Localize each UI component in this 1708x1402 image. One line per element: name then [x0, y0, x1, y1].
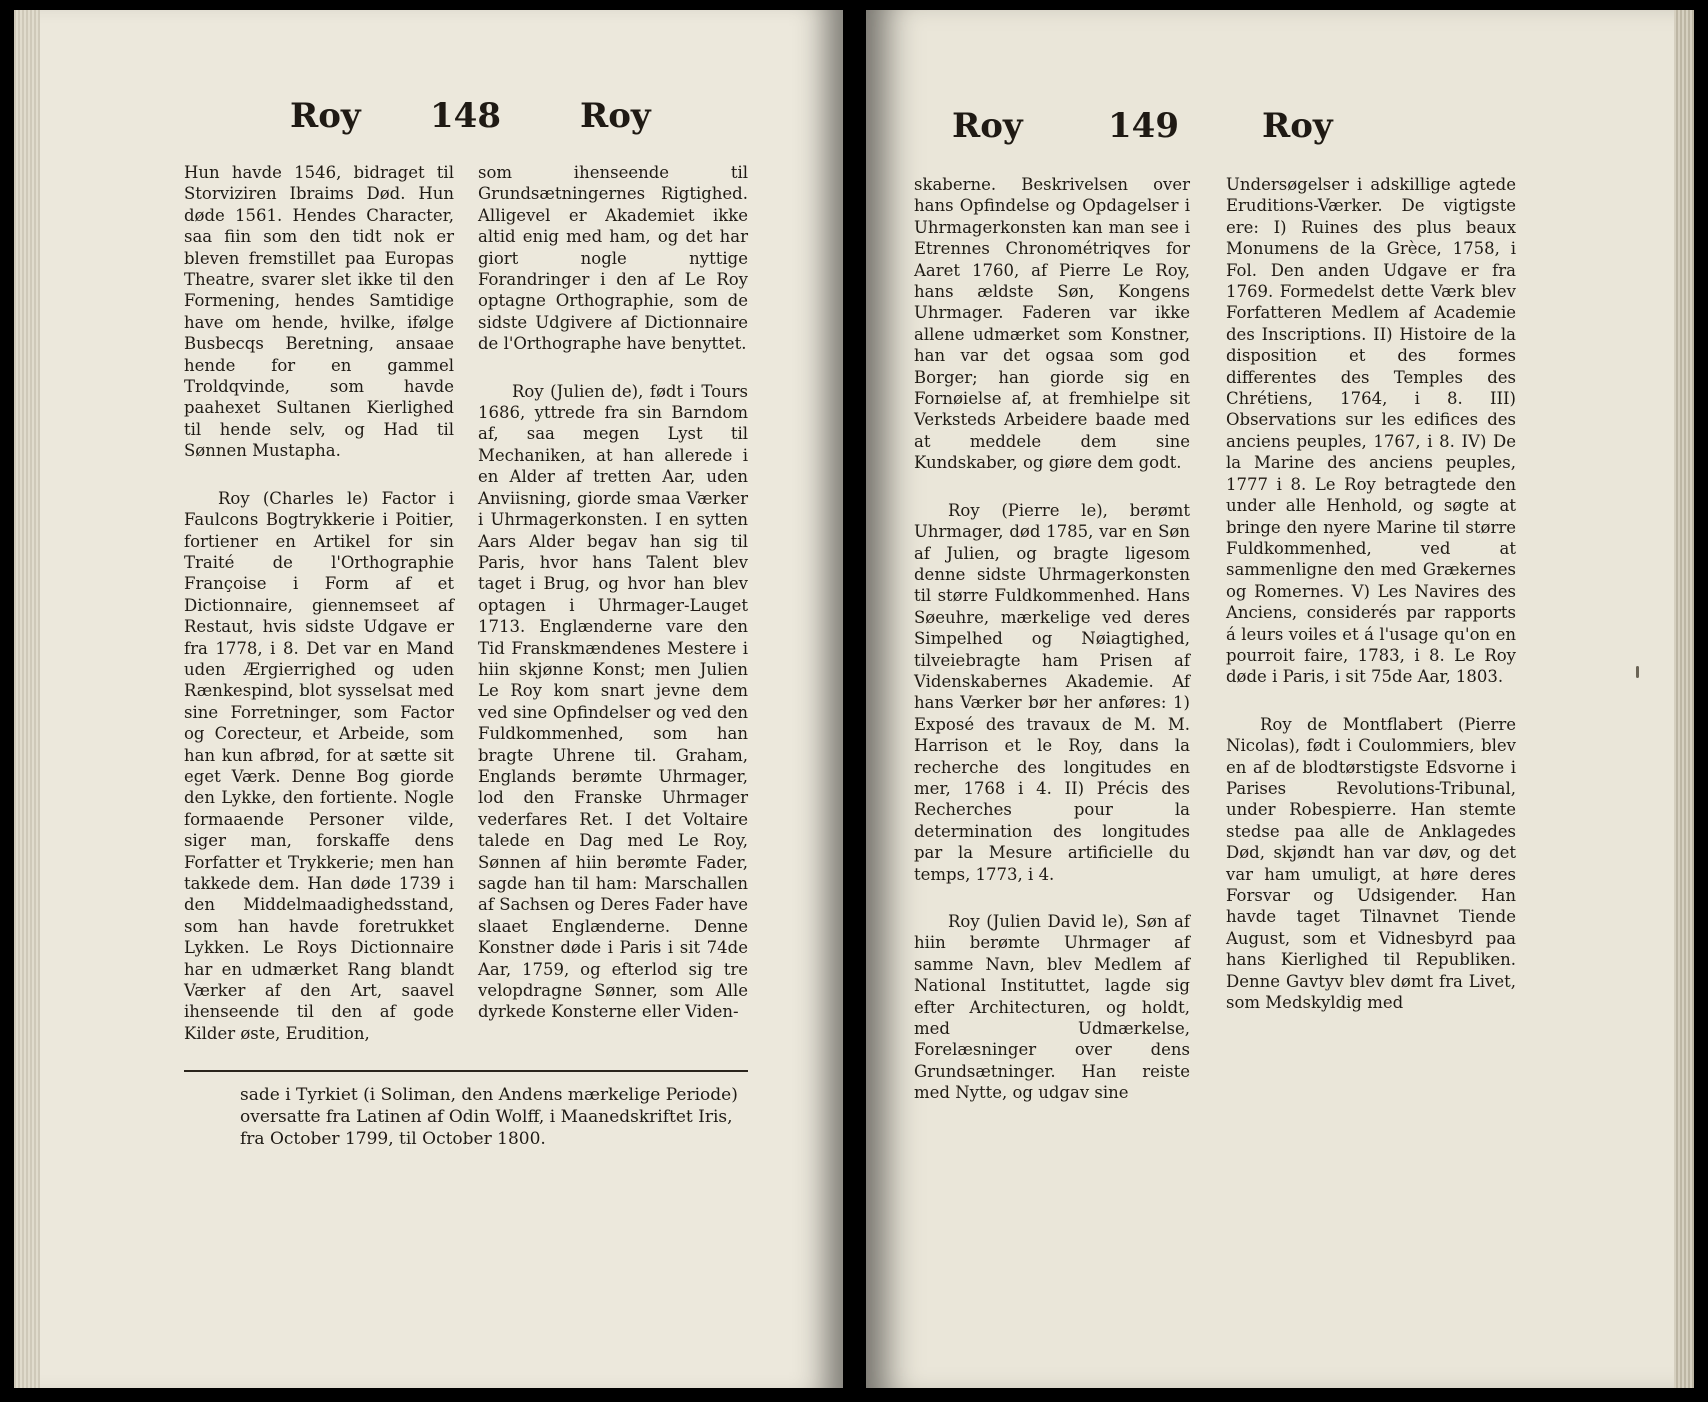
running-head-right: Roy	[1262, 106, 1333, 146]
running-head-left: Roy	[952, 106, 1023, 146]
paper-speck	[1636, 666, 1639, 678]
running-head-right: Roy	[580, 96, 651, 136]
right-column	[1226, 174, 1516, 1013]
left-column	[184, 162, 454, 1044]
left-column	[914, 174, 1190, 1104]
running-head-left: Roy	[290, 96, 361, 136]
right-column	[478, 162, 748, 1023]
book-gutter	[843, 0, 866, 1402]
page-number: 148	[430, 96, 501, 136]
entry-roy-charles: Roy (Charles le) Factor i Faulcons Bogtrykkerie i Poitier, fortiener en Artikel for sin Traité de l'Orthographie Françoise i Form af et Dictionnaire, giennemseet af Restaut, hvis sidste Udgave er fra 1778, i 8. Det var en Mand uden Ærgierrighed og uden Rænkespind, blot sysselsat med sine Forretninger, som Factor og Corecteur, et Arbeide, som han kun afbrød, for at sætte sit eget Værk. Denne Bog giorde den Lykke, den fortiente. Nogle formaaende Personer vilde, siger man, forskaffe dens Forfatter et Trykkerie; men han takkede dem. Han døde 1739 i den Middelmaadighedsstand, som han havde foretrukket Lykken. Le Roys Dictionnaire har en udmærket Rang blandt Værker af den Art, saavel ihenseende til den af gode Kilder øste, Erudition,	[184, 488, 454, 1043]
footnote-rule	[184, 1070, 748, 1072]
entry-roy-julien: Roy (Julien de), født i Tours 1686, yttrede fra sin Barndom af, saa megen Lyst til Mechaniken, at han allerede i en Alder af tretten Aar, uden Anviisning, giorde smaa Værker i Uhrmagerkonsten. I en sytten Aars Alder begav han sig til Paris, hvor hans Talent blev taget i Brug, og hvor han blev optagen i Uhrmager-Lauget 1713. Englænderne vare den Tid Franskmændenes Mestere i hiin skjønne Konst; men Julien Le Roy kom snart jevne dem ved sine Opfindelser og ved den Fuldkommenhed, som han bragte Uhrene til. Graham, Englands berømte Uhrmager, lod den Franske Uhrmager vederfares Ret. I det Voltaire talede en Dag med Le Roy, Sønnen af hiin berømte Fader, sagde han til ham: Marschallen af Sachsen og Deres Fader have slaaet Englænderne. Denne Konstner døde i Paris i sit 74de Aar, 1759, og efterlod sig tre velopdragne Sønner, som Alle dyrkede Konsterne eller Viden-	[478, 381, 748, 1022]
entry-roy-de-montflabert: Roy de Montflabert (Pierre Nicolas), født i Coulommiers, blev en af de blodtørstigste Edsvorne i Parises Revolutions-Tribunal, under Robespierre. Han stemte stedse paa alle de Anklagedes Død, skjøndt han var døv, og det var ham umuligt, at høre deres Forsvar og Udsigender. Han havde taget Tilnavnet Tiende August, som et Vidnesbyrd paa hans Kierlighed til Republiken. Denne Gavtyv blev dømt fra Livet, som Medskyldig med	[1226, 714, 1516, 1013]
right-page	[866, 10, 1694, 1388]
left-page	[14, 10, 843, 1388]
text-paragraph: Hun havde 1546, bidraget til Storviziren Ibraims Død. Hun døde 1561. Hendes Character, saa fiin som den tidt nok er bleven fremstillet paa Europas Theatre, svarer slet ikke til den Formening, hendes Samtidige have om hende, hvilke, ifølge Busbecqs Beretning, ansaae hende for en gammel Troldqvinde, som havde paahexet Sultanen Kierlighed til hende selv, og Had til Sønnen Mustapha.	[184, 163, 454, 461]
page-number: 149	[1108, 106, 1179, 146]
entry-roy-julien-david: Roy (Julien David le), Søn af hiin berømte Uhrmager af samme Navn, blev Medlem af National Instituttet, lagde sig efter Architecturen, og holdt, med Udmærkelse, Forelæsninger over dens Grundsætninger. Han reiste med Nytte, og udgav sine	[914, 912, 1190, 1103]
footnote-text: sade i Tyrkiet (i Soliman, den Andens mærkelige Periode) oversatte fra Latinen af Odin Wolff, i Maanedskriftet Iris, fra October 1799, til October 1800.	[240, 1085, 738, 1149]
text-paragraph: skaberne. Beskrivelsen over hans Opfindelse og Opdagelser i Uhrmagerkonsten kan man see i Etrennes Chronométriqves for Aaret 1760, af Pierre Le Roy, hans ældste Søn, Kongens Uhrmager. Faderen var ikke allene udmærket som Konstner, han var det ogsaa som god Borger; han giorde sig en Fornøielse af, at fremhielpe sit Verksteds Arbeidere baade med at meddele dem sine Kundskaber, og giøre dem godt.	[914, 175, 1190, 473]
text-paragraph: Undersøgelser i adskillige agtede Eruditions-Værker. De vigtigste ere: I) Ruines des plus beaux Monumens de la Grèce, 1758, i Fol. Den anden Udgave er fra 1769. Formedelst dette Værk blev Forfatteren Medlem af Academie des Inscriptions. II) Histoire de la disposition et des formes differentes des Temples des Chrétiens, 1764, i 8. III) Observations sur les edifices des anciens peuples, 1767, i 8. IV) De la Marine des anciens peuples, 1777 i 8. Le Roy betragtede den under alle Henhold, og søgte at bringe den nyere Marine til større Fuldkommenhed, ved at sammenligne den med Grækernes og Romernes. V) Les Navires des Anciens, considerés par rapports á leurs voiles et á l'usage qu'on en pourroit faire, 1783, i 8. Le Roy døde i Paris, i sit 75de Aar, 1803.	[1226, 175, 1516, 687]
footnote	[240, 1084, 748, 1150]
text-paragraph: som ihenseende til Grundsætningernes Rigtighed. Alligevel er Akademiet ikke altid enig med ham, og det har giort nogle nyttige Forandringer i den af Le Roy optagne Orthographie, som de sidste Udgivere af Dictionnaire de l'Orthographe have benyttet.	[478, 163, 748, 354]
entry-roy-pierre: Roy (Pierre le), berømt Uhrmager, død 1785, var en Søn af Julien, og bragte ligesom denne sidste Uhrmagerkonsten til større Fuldkommenhed. Hans Søeuhre, mærkelige ved deres Simpelhed og Nøiagtighed, tilveiebragte ham Prisen af Videnskabernes Akademie. Af hans Værker bør her anføres: 1) Exposé des travaux de M. M. Harrison et le Roy, dans la recherche des longitudes en mer, 1768 i 4. II) Précis des Recherches pour la determination des longitudes par la Mesure artificielle du temps, 1773, i 4.	[914, 500, 1190, 884]
